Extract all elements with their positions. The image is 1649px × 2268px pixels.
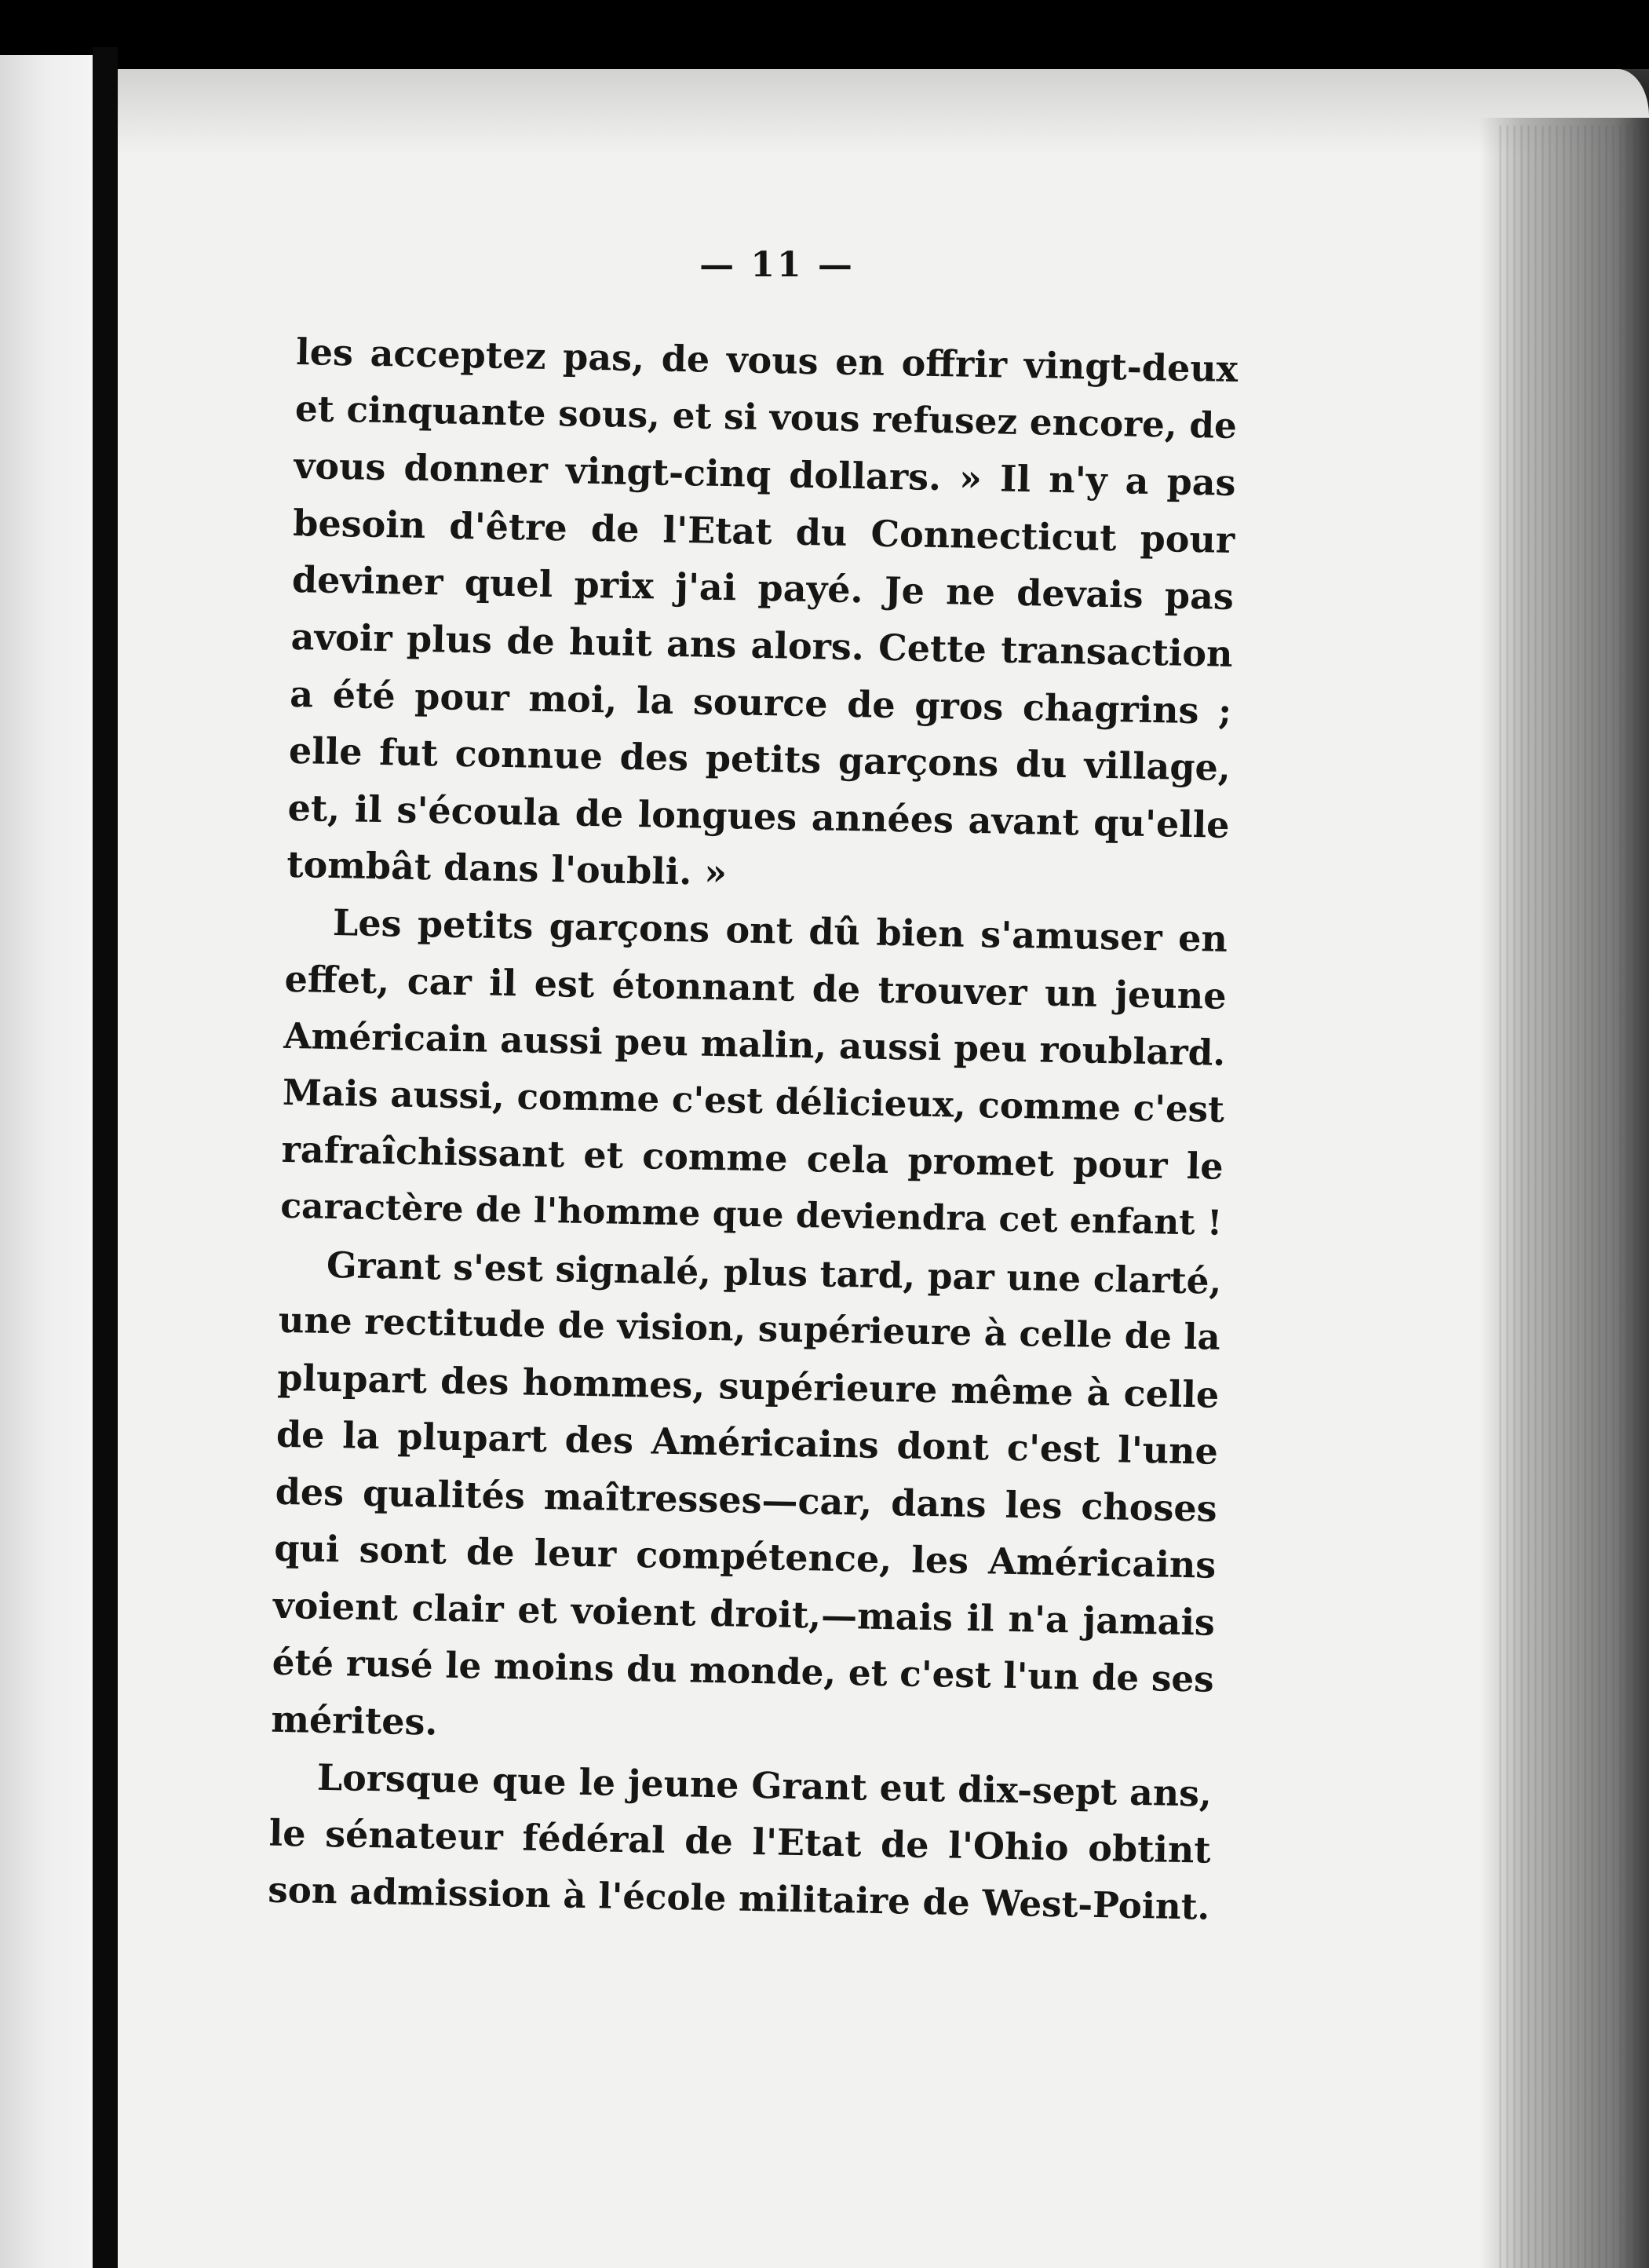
text-line: a été pour moi, la source de gros chagrins ; <box>289 672 1232 732</box>
text-line: Mais aussi, comme c'est délicieux, comme c'est <box>282 1071 1225 1130</box>
text-line: rafraîchissant et comme cela promet pour le <box>281 1128 1224 1189</box>
text-line: Grant s'est signalé, plus tard, par une clarté, <box>326 1243 1222 1302</box>
text-line: et, il s'écoula de longues années avant qu'elle <box>287 786 1230 846</box>
body-text <box>268 323 1239 1936</box>
text-line: son admission à l'école militaire de West-Point. <box>267 1868 1210 1928</box>
text-line: plupart des hommes, supérieure même à celle <box>276 1356 1220 1416</box>
text-line: de la plupart des Américains dont c'est l'une <box>275 1413 1219 1474</box>
text-line: les acceptez pas, de vous en offrir vingt-deux <box>295 330 1239 390</box>
text-line: été rusé le moins du monde, et c'est l'un de ses <box>272 1641 1215 1700</box>
text-line: et cinquante sous, et si vous refusez encore, de <box>294 387 1238 447</box>
text-line: mérites. <box>270 1697 438 1744</box>
text-line: qui sont de leur compétence, les Américains <box>273 1527 1217 1587</box>
text-line: tombât dans l'oubli. » <box>286 843 728 894</box>
book-gutter <box>93 47 118 2268</box>
text-line: le sénateur fédéral de l'Etat de l'Ohio obtint <box>268 1812 1212 1872</box>
text-line: caractère de l'homme que deviendra cet enfant ! <box>279 1185 1223 1244</box>
text-line: voient clair et voient droit,—mais il n'a jamais <box>272 1583 1216 1644</box>
text-line: besoin d'être de l'Etat du Connecticut pour <box>292 501 1235 561</box>
text-line: des qualités maîtresses—car, dans les choses <box>275 1470 1218 1530</box>
text-line: deviner quel prix j'ai payé. Je ne devais pas <box>291 558 1235 619</box>
text-line: Américain aussi peu malin, aussi peu roublard. <box>283 1013 1226 1074</box>
facing-page-edge <box>0 55 93 2268</box>
text-line: vous donner vingt-cinq dollars. » Il n'y a pas <box>294 444 1236 505</box>
text-line: Lorsque que le jeune Grant eut dix-sept ans, <box>316 1755 1213 1815</box>
page-stack-edges <box>1495 126 1644 2268</box>
text-line: une rectitude de vision, supérieure à celle de la <box>278 1298 1221 1358</box>
text-line: elle fut connue des petits garçons du village, <box>288 729 1231 790</box>
page-number: — 11 — <box>699 245 855 285</box>
page-top-shadow <box>118 69 1649 155</box>
text-line: Les petits garçons ont dû bien s'amuser en <box>332 900 1228 960</box>
text-line: avoir plus de huit ans alors. Cette transaction <box>290 615 1233 675</box>
text-line: effet, car il est étonnant de trouver un jeune <box>284 957 1228 1017</box>
